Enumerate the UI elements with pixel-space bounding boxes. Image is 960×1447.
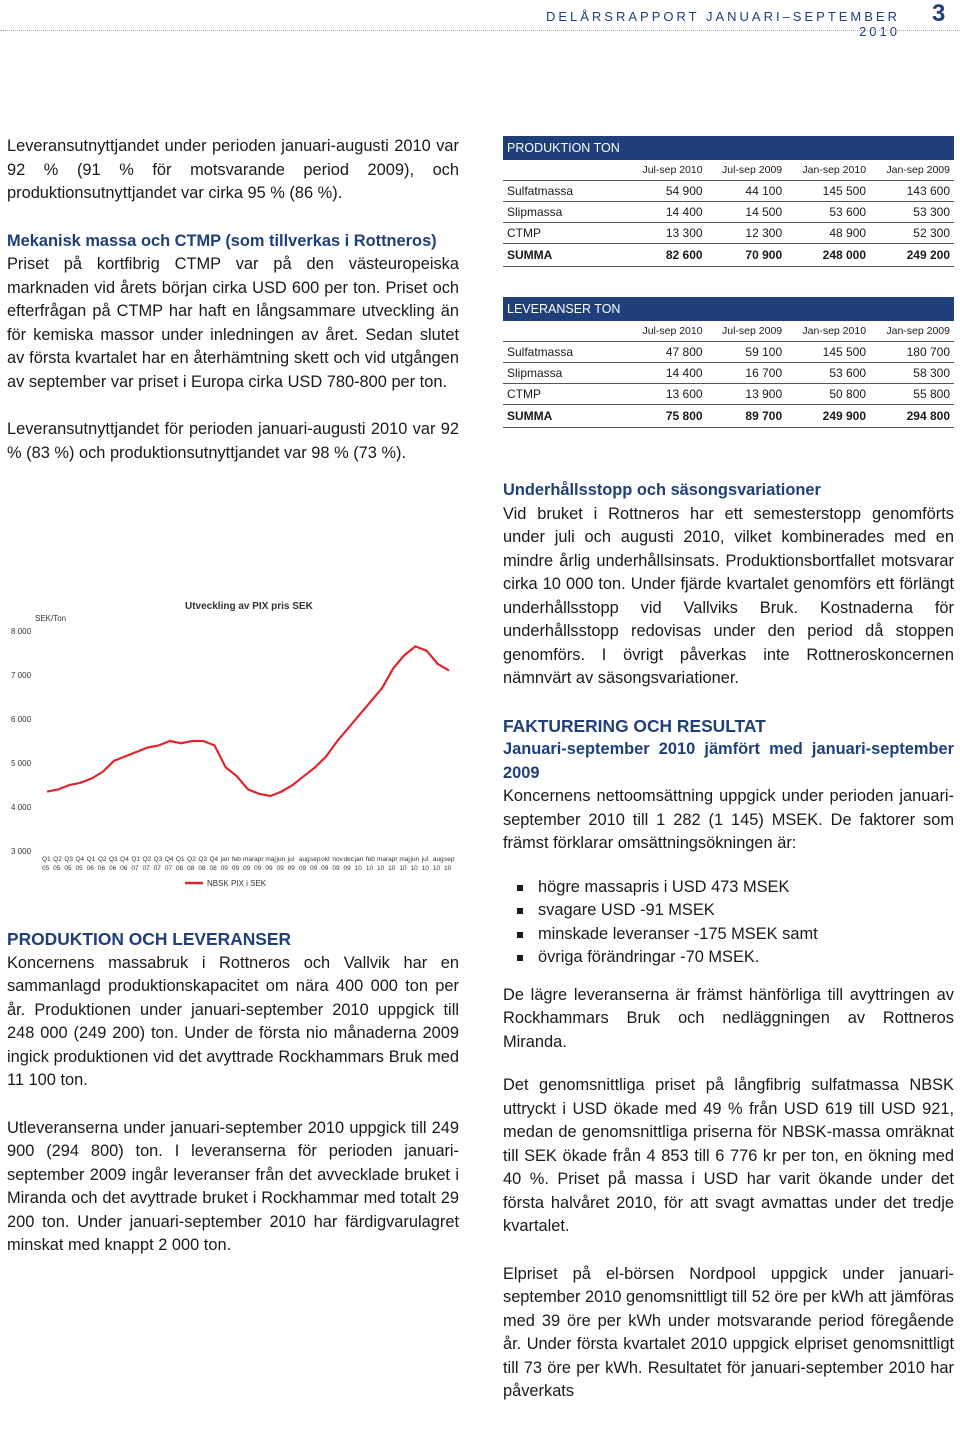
x-tick-label: 06 (109, 865, 117, 872)
row-label: Slipmassa (503, 363, 627, 384)
factor-list (503, 876, 954, 970)
para-ctmp-pris: Priset på kortfibrig CTMP var på den västeuropeiska marknaden vid årets början cirka USD 600 per ton. Priset och efterfrågan på CTMP har haft en långsammare utveckling än för kemiska massor under inledningen av året. Sedan slutet av första kvartalet har en återhämtning skett och vid utgången av september var priset i Europa cirka USD 780-800 per ton. (7, 255, 459, 391)
row-label: SUMMA (503, 244, 627, 267)
x-tick-label: 10 (388, 865, 396, 872)
para-nettoomsattning: Koncernens nettoomsättning uppgick under perioden januari-september 2010 till 1 282 (1 145) MSEK. De faktorer som främst förklarar omsättningsökningen är: (503, 787, 954, 852)
row-label: CTMP (503, 223, 627, 244)
x-tick-label: jun (410, 856, 420, 863)
cell: 48 900 (786, 223, 870, 244)
y-tick-label: 3 000 (11, 847, 32, 856)
x-tick-label: Q1 (86, 856, 96, 863)
sum-row (503, 405, 954, 428)
cell: 180 700 (870, 342, 954, 363)
x-tick-label: 09 (220, 865, 228, 872)
table-row (503, 363, 954, 384)
row-label: Sulfatmassa (503, 342, 627, 363)
col-header: Jul-sep 2010 (642, 164, 703, 176)
y-tick-label: 8 000 (11, 627, 32, 636)
cell: 53 600 (786, 202, 870, 223)
col-header: Jan-sep 2010 (802, 164, 867, 176)
cell: 50 800 (786, 384, 870, 405)
row-label: CTMP (503, 384, 627, 405)
x-tick-label: dec (343, 856, 354, 863)
x-tick-label: sep (444, 856, 455, 863)
x-tick-label: jul (421, 856, 429, 863)
leveranser-table (503, 297, 954, 428)
col-header: Jan-sep 2010 (802, 325, 867, 337)
x-tick-label: feb (365, 856, 375, 863)
y-tick-label: 4 000 (11, 803, 32, 812)
col-header: Jan-sep 2009 (886, 164, 950, 176)
col-header: Jan-sep 2009 (886, 325, 950, 337)
list-item (503, 946, 954, 970)
table-row (503, 223, 954, 244)
x-tick-label: 07 (164, 865, 173, 872)
x-tick-label: 10 (444, 865, 452, 872)
col-header: Jul-sep 2009 (722, 325, 783, 337)
x-tick-label: 07 (131, 865, 139, 872)
table-row (503, 202, 954, 223)
x-tick-label: 10 (377, 865, 385, 872)
cell: 13 600 (627, 384, 707, 405)
x-tick-label: 07 (153, 865, 161, 872)
cell: 14 400 (627, 202, 707, 223)
cell: 14 500 (707, 202, 787, 223)
cell: 47 800 (627, 342, 707, 363)
x-tick-label: 05 (53, 865, 61, 872)
x-tick-label: Q1 (42, 856, 51, 863)
pix-chart (7, 595, 459, 895)
cell: 52 300 (870, 223, 954, 244)
x-tick-label: okt (321, 856, 330, 863)
x-tick-label: maj (265, 856, 276, 863)
para-leveransutnyttjande-2: Leveransutnyttjandet för perioden januari-augusti 2010 var 92 % (83 %) och produktionsutnyttjandet var 98 % (73 %). (7, 420, 459, 462)
x-tick-label: 06 (86, 865, 94, 872)
heading-fakturering: FAKTURERING OCH RESULTAT (503, 715, 766, 736)
x-tick-label: maj (399, 856, 410, 863)
x-tick-label: 06 (97, 865, 106, 872)
heading-underhallsstopp: Underhållsstopp och säsongsvariationer (503, 481, 821, 499)
x-tick-label: Q2 (187, 856, 196, 863)
produktion-table (503, 136, 954, 267)
cell: 75 800 (627, 405, 707, 428)
x-tick-label: 07 (142, 865, 150, 872)
heading-mekanisk-massa: Mekanisk massa och CTMP (som tillverkas i Rottneros) (7, 231, 437, 250)
list-item-text: övriga förändringar -70 MSEK. (538, 948, 760, 966)
y-tick-label: 5 000 (11, 759, 32, 768)
x-tick-label: 09 (265, 865, 273, 872)
x-tick-label: 10 (410, 865, 418, 872)
para-lagre-leveranser: De lägre leveranserna är främst hänförliga till avyttringen av Rockhammars Bruk och nedläggningen av Rottneros Miranda. (503, 985, 954, 1051)
x-tick-label: 05 (42, 865, 50, 872)
row-label: SUMMA (503, 405, 627, 428)
header-rule (0, 30, 960, 31)
para-produktion: Koncernens massabruk i Rottneros och Vallvik har en sammanlagd produktionskapacitet om nära 400 000 ton per år. Produktionen under januari-september 2010 uppgick till 248 000 (249 200) ton. Under de första nio månaderna 2009 ingick produktionen vid det avyttrade Rockhammars Bruk med 11 100 ton. (7, 953, 459, 1089)
bullet-square-icon (517, 932, 523, 938)
table-row (503, 342, 954, 363)
row-label: Slipmassa (503, 202, 627, 223)
x-tick-label: feb (231, 856, 241, 863)
x-tick-label: 09 (243, 865, 251, 872)
cell: 53 300 (870, 202, 954, 223)
x-tick-label: Q1 (131, 856, 141, 863)
legend-label: NBSK PIX i SEK (207, 879, 267, 888)
para-utleveranser: Utleveranserna under januari-september 2010 uppgick till 249 900 (294 800) ton. I leveranserna för perioden januari-september 2009 ingår leveranser från det avvecklade bruket i Miranda och det avyttrade bruket i Rockhammar med totalt 29 200 ton. Under januari-september 2010 har färdigvarulagret minskat med knappt 2 000 ton. (7, 1118, 459, 1254)
produktion-table-title: PRODUKTION TON (503, 136, 954, 160)
x-tick-label: 08 (176, 865, 184, 872)
para-elpris: Elpriset på el-börsen Nordpool uppgick under januari-september 2010 genomsnittligt till 52 öre per kWh att jämföras med 39 öre per kWh under motsvarande period föregående år. Under första kvartalet 2010 uppgick elpriset genomsnittligt till 73 öre per kWh. Resultatet för januari-september 2010 har påverkats (503, 1264, 954, 1400)
x-tick-label: Q4 (120, 856, 129, 863)
x-tick-label: Q3 (64, 856, 74, 863)
x-tick-label: 09 (276, 865, 284, 872)
x-tick-label: jan (220, 856, 230, 863)
sum-row (503, 244, 954, 267)
list-item (503, 899, 954, 923)
pix-chart-svg (7, 595, 459, 895)
x-tick-label: 10 (354, 865, 362, 872)
cell: 249 900 (786, 405, 870, 428)
table-row (503, 384, 954, 405)
subheading-fakturering: Januari-september 2010 jämfört med januari-september 2009 (503, 740, 954, 782)
x-tick-label: aug (432, 856, 444, 863)
x-tick-label: sep (310, 856, 321, 863)
x-tick-label: Q1 (176, 856, 185, 863)
x-tick-label: jan (354, 856, 364, 863)
chart-title: Utveckling av PIX pris SEK (185, 601, 313, 612)
cell: 294 800 (870, 405, 954, 428)
x-tick-label: 09 (231, 865, 240, 872)
bullet-square-icon (517, 908, 523, 914)
cell: 53 600 (786, 363, 870, 384)
cell: 54 900 (627, 181, 707, 202)
x-tick-label: nov (332, 856, 343, 863)
x-tick-label: Q3 (109, 856, 118, 863)
x-tick-label: Q4 (75, 856, 85, 863)
cell: 55 800 (870, 384, 954, 405)
cell: 13 900 (707, 384, 787, 405)
x-tick-label: 10 (421, 865, 429, 872)
cell: 16 700 (707, 363, 787, 384)
page-number: 3 (932, 0, 946, 27)
x-tick-label: 05 (64, 865, 72, 872)
x-tick-label: Q4 (164, 856, 174, 863)
cell: 12 300 (707, 223, 787, 244)
x-tick-label: jun (276, 856, 286, 863)
x-tick-label: aug (298, 856, 310, 863)
cell: 145 500 (786, 181, 870, 202)
x-tick-label: Q3 (153, 856, 163, 863)
cell: 14 400 (627, 363, 707, 384)
left-column (7, 135, 459, 465)
list-item (503, 923, 954, 947)
y-tick-label: 7 000 (11, 671, 32, 680)
x-tick-label: 06 (120, 865, 128, 872)
left-column-lower (7, 928, 459, 1258)
x-tick-label: apr (388, 856, 398, 863)
cell: 145 500 (786, 342, 870, 363)
heading-produktion-leveranser: PRODUKTION OCH LEVERANSER (7, 929, 292, 949)
x-tick-label: Q3 (198, 856, 208, 863)
x-tick-label: 10 (365, 865, 374, 872)
cell: 249 200 (870, 244, 954, 267)
x-tick-label: 09 (321, 865, 329, 872)
cell: 59 100 (707, 342, 787, 363)
x-tick-label: 10 (399, 865, 407, 872)
cell: 13 300 (627, 223, 707, 244)
right-column (503, 479, 954, 1404)
x-tick-label: Q2 (53, 856, 62, 863)
cell: 58 300 (870, 363, 954, 384)
x-tick-label: Q2 (142, 856, 152, 863)
chart-series-line (47, 646, 449, 796)
x-tick-label: 05 (75, 865, 83, 872)
x-tick-label: 09 (343, 865, 351, 872)
report-title: DELÅRSRAPPORT JANUARI–SEPTEMBER 2010 (545, 9, 900, 39)
cell: 44 100 (707, 181, 787, 202)
x-tick-label: apr (254, 856, 264, 863)
bullet-square-icon (517, 955, 523, 961)
row-label: Sulfatmassa (503, 181, 627, 202)
x-tick-label: Q4 (209, 856, 219, 863)
x-tick-label: 09 (332, 865, 340, 872)
x-tick-label: 09 (310, 865, 318, 872)
x-tick-label: 08 (187, 865, 195, 872)
col-header: Jul-sep 2010 (642, 325, 703, 337)
list-item-text: svagare USD -91 MSEK (538, 901, 715, 919)
cell: 82 600 (627, 244, 707, 267)
y-tick-label: 6 000 (11, 715, 32, 724)
cell: 248 000 (786, 244, 870, 267)
chart-ylabel: SEK/Ton (35, 614, 67, 623)
x-tick-label: 09 (298, 865, 307, 872)
x-tick-label: 09 (254, 865, 262, 872)
x-tick-label: 09 (287, 865, 295, 872)
list-item-text: minskade leveranser -175 MSEK samt (538, 924, 818, 943)
cell: 143 600 (870, 181, 954, 202)
x-tick-label: jul (287, 856, 295, 863)
x-tick-label: 10 (432, 865, 441, 872)
cell: 70 900 (707, 244, 787, 267)
x-tick-label: 08 (198, 865, 206, 872)
chart-legend (185, 879, 267, 888)
cell: 89 700 (707, 405, 787, 428)
list-item (503, 876, 954, 900)
x-tick-label: mar (243, 856, 255, 863)
x-tick-label: 08 (209, 865, 217, 872)
x-tick-label: mar (377, 856, 389, 863)
col-header: Jul-sep 2009 (722, 164, 783, 176)
leveranser-table-title: LEVERANSER TON (503, 297, 954, 321)
para-leveransutnyttjande-1: Leveransutnyttjandet under perioden januari-augusti 2010 var 92 % (91 % för motsvarande period 2009), och produktionsutnyttjandet var cirka 95 % (86 %). (7, 137, 459, 202)
x-tick-label: Q2 (97, 856, 107, 863)
table-row (503, 181, 954, 202)
bullet-square-icon (517, 885, 523, 891)
para-underhallsstopp: Vid bruket i Rottneros har ett semesterstopp genomförts under juli och augusti 2010, vilket kombinerades med en mindre årlig underhållsinsats. Produktionsbortfallet motsvarar cirka 10 000 ton. Under fjärde kvartalet genomförs ett förlängt underhållsstopp vid Vallviks Bruk. Kostnaderna för underhållsstopp redovisas under den period då stoppen genomförs. I övrigt påverkas inte Rottneroskoncernen nämnvärt av säsongsvariationer. (503, 504, 954, 687)
list-item-text: högre massapris i USD 473 MSEK (538, 877, 790, 896)
para-nbsk-pris: Det genomsnittliga priset på långfibrig sulfatmassa NBSK uttryckt i USD ökade med 49 % från USD 619 till USD 921, medan de genomsnittliga priserna för NBSK-massa omräknat till SEK ökade från 4 853 till 6 776 kr per ton, en ökning med 40 %. Priset på massa i USD har varit ökande under det första halvåret 2010, för att svagt avmattas under det tredje kvartalet. (503, 1076, 954, 1235)
